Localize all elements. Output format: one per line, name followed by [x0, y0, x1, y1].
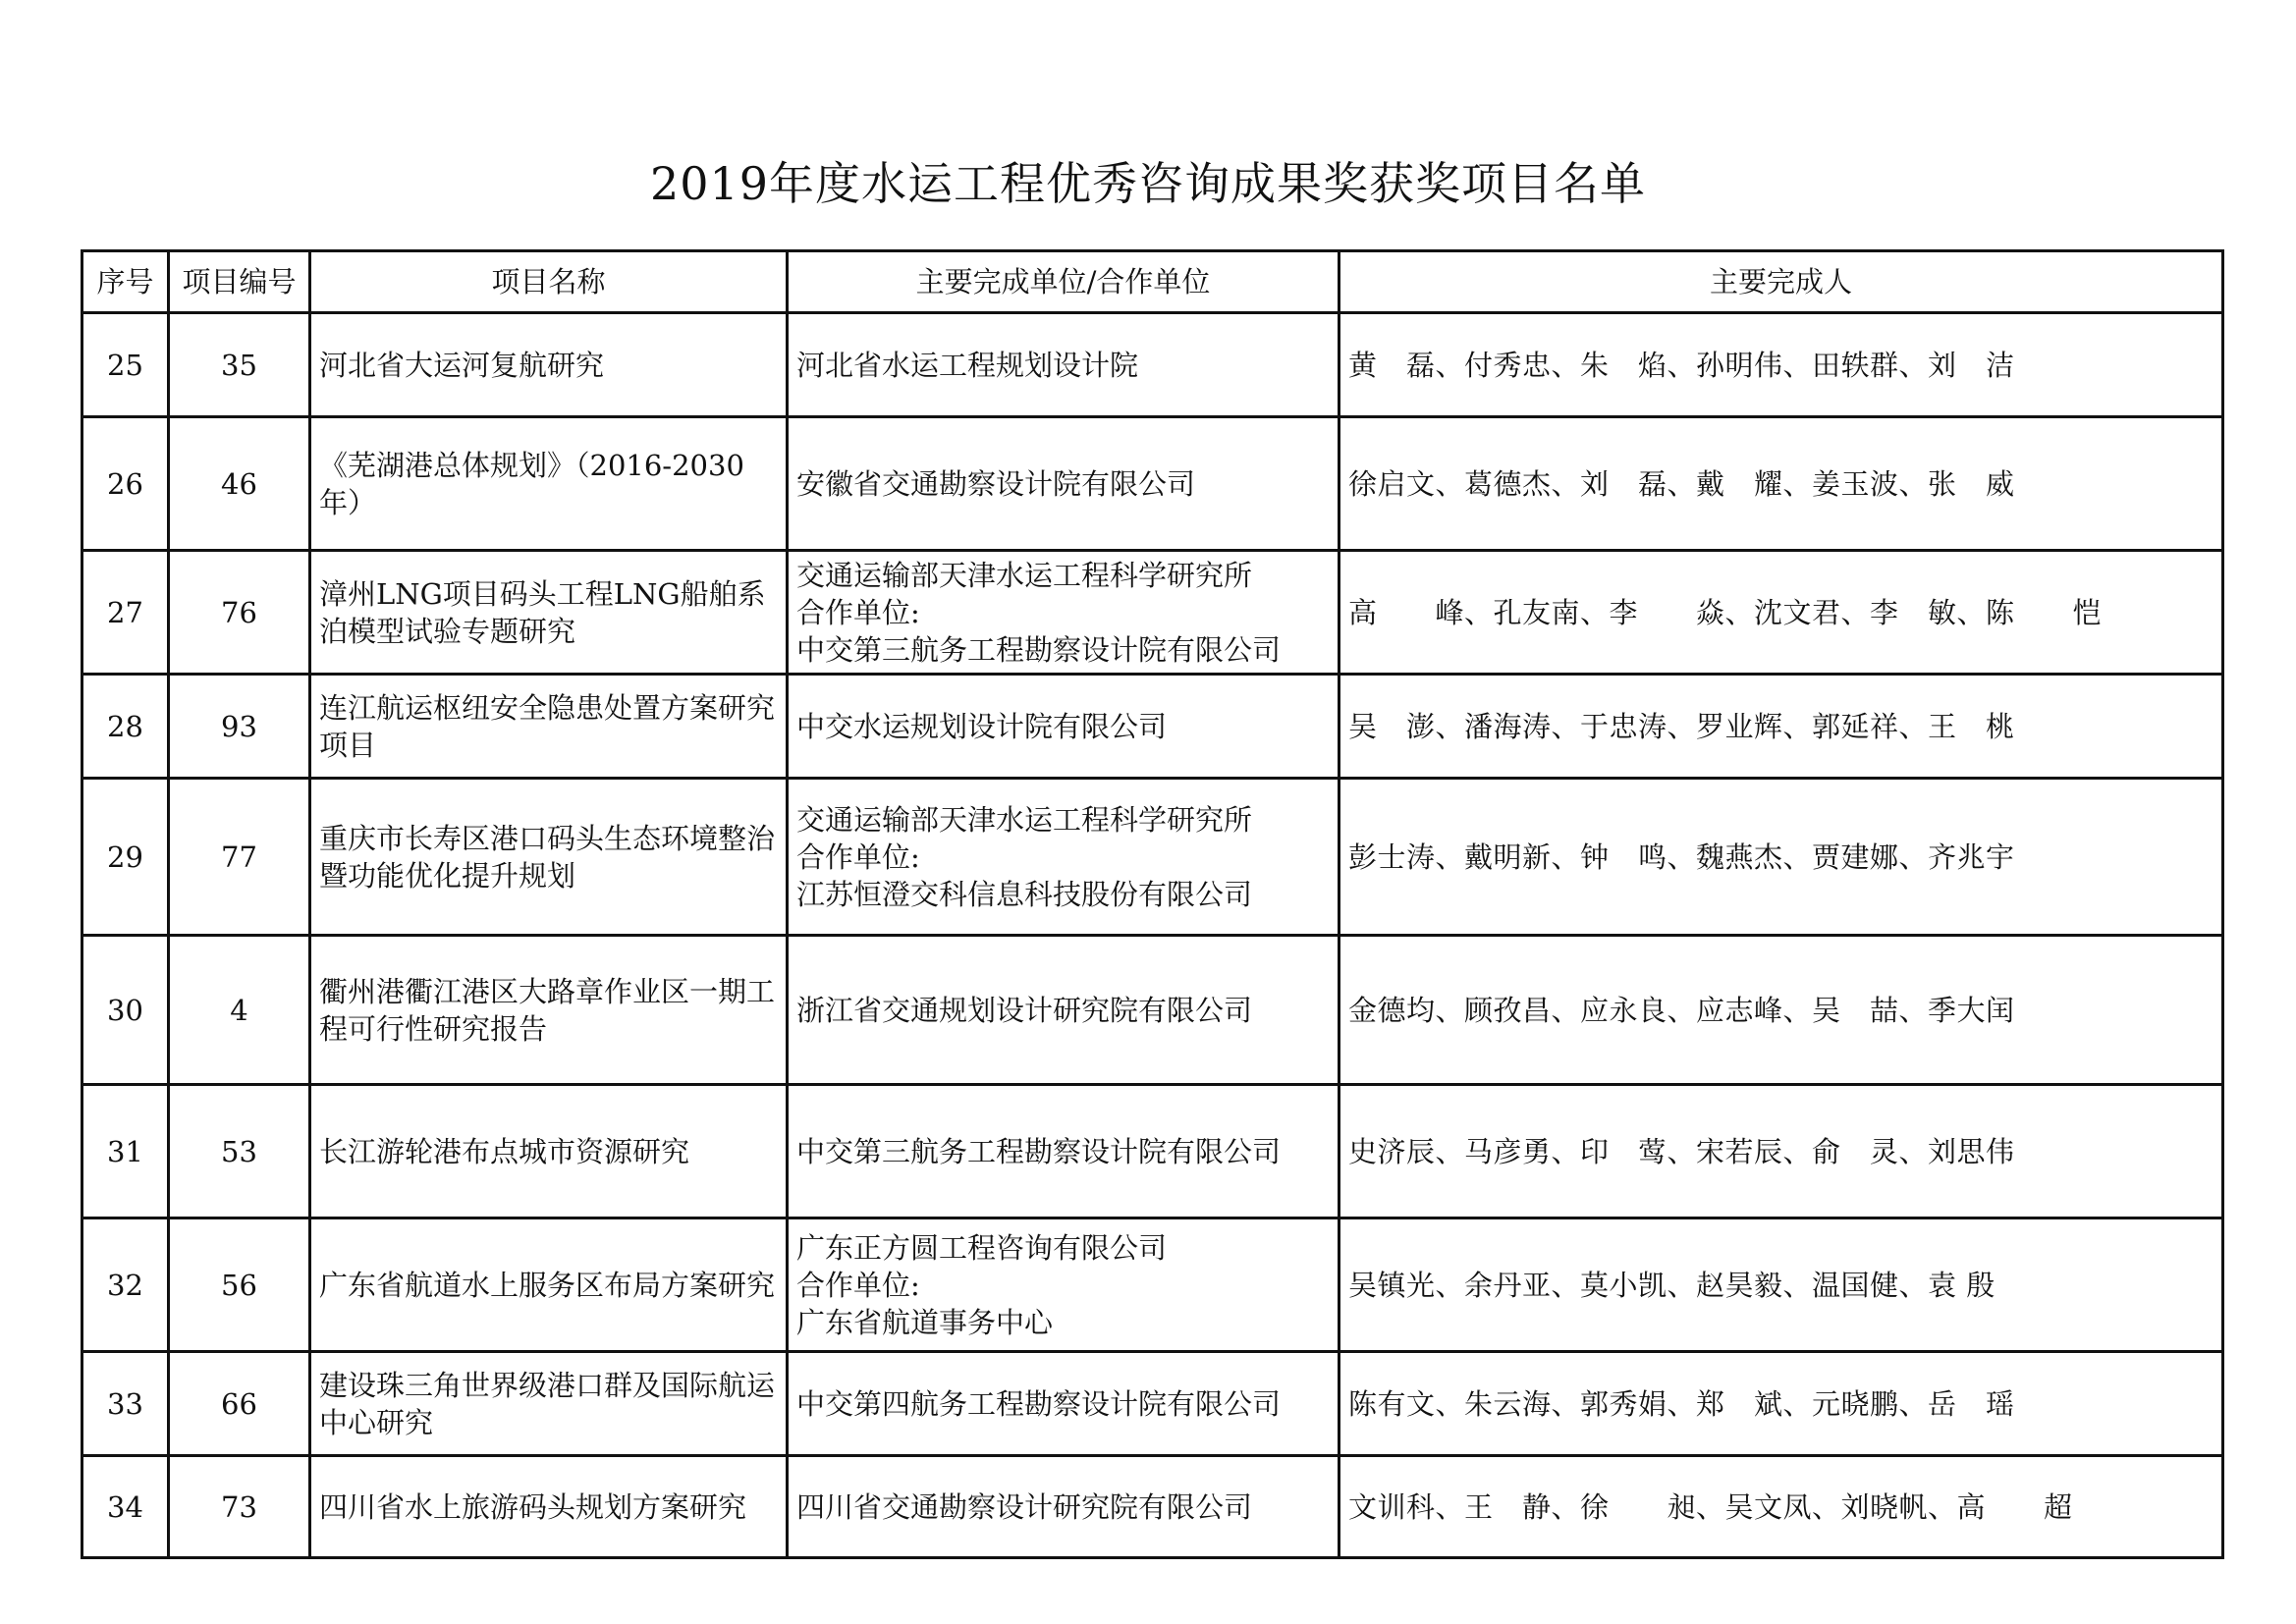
unit-line: 合作单位: [796, 839, 920, 874]
row-project-name: 河北省大运河复航研究 [310, 313, 788, 417]
row-code: 93 [169, 675, 310, 779]
table-row [82, 675, 2223, 779]
row-seq: 26 [82, 417, 169, 551]
row-people: 文训科、王 静、徐 昶、吴文凤、刘晓帆、高 超 [1339, 1456, 2223, 1558]
header-seq: 序号 [82, 251, 169, 313]
table-body [82, 313, 2223, 1558]
row-project-name: 漳州LNG项目码头工程LNG船舶系泊模型试验专题研究 [310, 551, 788, 675]
unit-line: 交通运输部天津水运工程科学研究所 [796, 558, 1253, 592]
header-people: 主要完成人 [1339, 251, 2223, 313]
row-project-name: 《芜湖港总体规划》（2016-2030年） [310, 417, 788, 551]
row-code: 66 [169, 1352, 310, 1456]
table-header [82, 251, 2223, 313]
row-unit [788, 1085, 1339, 1218]
page-title: 2019年度水运工程优秀咨询成果奖获奖项目名单 [649, 157, 1647, 210]
unit-line: 浙江省交通规划设计研究院有限公司 [796, 993, 1253, 1027]
row-code: 53 [169, 1085, 310, 1218]
row-people: 金德均、顾孜昌、应永良、应志峰、吴 喆、季大闰 [1339, 936, 2223, 1085]
row-unit [788, 417, 1339, 551]
row-people: 黄 磊、付秀忠、朱 焰、孙明伟、田轶群、刘 洁 [1339, 313, 2223, 417]
table-row [82, 779, 2223, 936]
award-table [81, 249, 2224, 1559]
unit-line: 中交第四航务工程勘察设计院有限公司 [796, 1386, 1282, 1421]
row-code: 56 [169, 1218, 310, 1352]
row-seq: 31 [82, 1085, 169, 1218]
unit-line: 交通运输部天津水运工程科学研究所 [796, 802, 1253, 837]
row-seq: 29 [82, 779, 169, 936]
unit-line: 江苏恒澄交科信息科技股份有限公司 [796, 877, 1253, 911]
header-code: 项目编号 [169, 251, 310, 313]
row-project-name: 重庆市长寿区港口码头生态环境整治暨功能优化提升规划 [310, 779, 788, 936]
row-code: 73 [169, 1456, 310, 1558]
row-unit [788, 936, 1339, 1085]
row-unit [788, 1456, 1339, 1558]
table-row [82, 936, 2223, 1085]
row-unit [788, 1218, 1339, 1352]
row-project-name: 连江航运枢纽安全隐患处置方案研究项目 [310, 675, 788, 779]
row-project-name: 衢州港衢江港区大路章作业区一期工程可行性研究报告 [310, 936, 788, 1085]
row-code: 35 [169, 313, 310, 417]
row-project-name: 建设珠三角世界级港口群及国际航运中心研究 [310, 1352, 788, 1456]
row-code: 46 [169, 417, 310, 551]
row-seq: 25 [82, 313, 169, 417]
row-project-name: 广东省航道水上服务区布局方案研究 [310, 1218, 788, 1352]
row-people: 徐启文、葛德杰、刘 磊、戴 耀、姜玉波、张 威 [1339, 417, 2223, 551]
unit-line: 河北省水运工程规划设计院 [796, 348, 1139, 382]
unit-line: 安徽省交通勘察设计院有限公司 [796, 466, 1196, 501]
unit-line: 四川省交通勘察设计研究院有限公司 [796, 1489, 1253, 1524]
row-project-name: 四川省水上旅游码头规划方案研究 [310, 1456, 788, 1558]
table-row [82, 1085, 2223, 1218]
row-seq: 32 [82, 1218, 169, 1352]
table-row [82, 1352, 2223, 1456]
row-people: 吴镇光、余丹亚、莫小凯、赵昊毅、温国健、袁 殷 [1339, 1218, 2223, 1352]
row-seq: 34 [82, 1456, 169, 1558]
row-unit [788, 779, 1339, 936]
row-unit [788, 313, 1339, 417]
header-name: 项目名称 [310, 251, 788, 313]
row-code: 77 [169, 779, 310, 936]
unit-line: 合作单位: [796, 595, 920, 629]
unit-line: 中交第三航务工程勘察设计院有限公司 [796, 1134, 1282, 1168]
table-row [82, 313, 2223, 417]
row-seq: 33 [82, 1352, 169, 1456]
row-code: 76 [169, 551, 310, 675]
unit-line: 合作单位: [796, 1268, 920, 1302]
row-project-name: 长江游轮港布点城市资源研究 [310, 1085, 788, 1218]
row-people: 史济辰、马彦勇、印 莺、宋若辰、俞 灵、刘思伟 [1339, 1085, 2223, 1218]
row-people: 吴 澎、潘海涛、于忠涛、罗业辉、郭延祥、王 桃 [1339, 675, 2223, 779]
unit-line: 广东正方圆工程咨询有限公司 [796, 1230, 1168, 1265]
row-seq: 30 [82, 936, 169, 1085]
row-code: 4 [169, 936, 310, 1085]
row-seq: 27 [82, 551, 169, 675]
row-unit [788, 551, 1339, 675]
unit-line: 中交第三航务工程勘察设计院有限公司 [796, 632, 1282, 667]
table-row [82, 551, 2223, 675]
table-row [82, 1218, 2223, 1352]
table-row [82, 1456, 2223, 1558]
unit-line: 广东省航道事务中心 [796, 1305, 1054, 1339]
row-seq: 28 [82, 675, 169, 779]
row-unit [788, 1352, 1339, 1456]
header-unit: 主要完成单位/合作单位 [788, 251, 1339, 313]
table-row [82, 417, 2223, 551]
row-people: 陈有文、朱云海、郭秀娟、郑 斌、元晓鹏、岳 瑶 [1339, 1352, 2223, 1456]
row-unit [788, 675, 1339, 779]
row-people: 高 峰、孔友南、李 焱、沈文君、李 敏、陈 恺 [1339, 551, 2223, 675]
row-people: 彭士涛、戴明新、钟 鸣、魏燕杰、贾建娜、齐兆宇 [1339, 779, 2223, 936]
header-row [82, 251, 2223, 313]
unit-line: 中交水运规划设计院有限公司 [796, 709, 1168, 743]
